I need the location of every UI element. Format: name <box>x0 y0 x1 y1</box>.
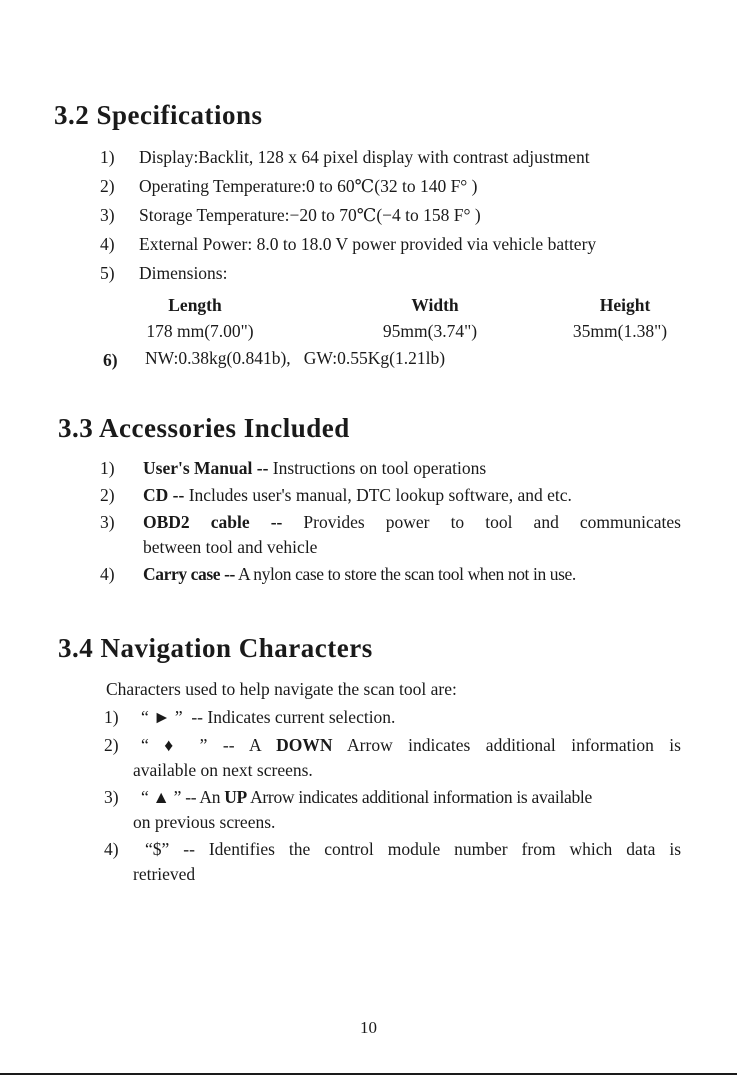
accessory-description: Includes user's manual, DTC lookup software, and etc. <box>184 485 572 505</box>
spec-item-display: Display:Backlit, 128 x 64 pixel display with contrast adjustment <box>139 147 590 167</box>
accessory-item-number: 4) <box>100 564 115 584</box>
spec-item-number: 2) <box>100 176 115 196</box>
spec-item-number: 1) <box>100 147 115 167</box>
navigation-description: -- Identifies the control module number from which data is <box>183 839 682 859</box>
accessory-name: CD -- <box>143 485 185 505</box>
navigation-item-number: 2) <box>104 735 119 755</box>
spec-item-operating-temperature: Operating Temperature:0 to 60℃(32 to 140 F° ) <box>139 176 478 196</box>
accessory-item-manual <box>143 457 486 479</box>
dimension-header-height: Height <box>599 295 651 315</box>
accessory-item-cable-continued: between tool and vehicle <box>143 537 318 557</box>
navigation-item-up-arrow-continued: on previous screens. <box>133 812 276 832</box>
spec-item-external-power: External Power: 8.0 to 18.0 V power provided via vehicle battery <box>139 234 597 254</box>
navigation-description: -- Indicates current selection. <box>191 707 396 727</box>
page-number: 10 <box>360 1018 377 1037</box>
right-arrow-icon: “ ► ” <box>141 707 183 727</box>
accessory-item-carry-case <box>143 563 576 585</box>
navigation-description: Arrow indicates additional information is <box>332 735 681 755</box>
navigation-keyword: UP <box>224 787 247 807</box>
spec-item-number: 5) <box>100 263 115 283</box>
accessory-name: OBD2 cable -- <box>143 512 283 532</box>
navigation-item-current-selection <box>141 706 395 728</box>
spec-item-dimensions: Dimensions: <box>139 263 228 283</box>
accessory-description: Provides power to tool and communicates <box>282 512 681 532</box>
accessory-item-cable <box>143 511 681 533</box>
accessory-item-number: 1) <box>100 458 115 478</box>
dimension-value-width: 95mm(3.74") <box>382 321 478 341</box>
navigation-item-up-arrow <box>141 786 592 808</box>
accessory-description: Instructions on tool operations <box>268 458 487 478</box>
accessory-name: Carry case -- <box>143 564 235 584</box>
navigation-description-prefix: -- A <box>222 735 277 755</box>
dimensions-table <box>145 294 675 344</box>
up-arrow-icon: “ ▲ ” <box>141 787 182 807</box>
spec-item-storage-temperature: Storage Temperature:−20 to 70℃(−4 to 158 F° ) <box>139 205 481 225</box>
spec-item-weight: NW:0.38kg(0.841b), GW:0.55Kg(1.21lb) <box>145 348 446 368</box>
navigation-intro: Characters used to help navigate the scan tool are: <box>106 679 457 699</box>
accessory-name: User's Manual -- <box>143 458 269 478</box>
navigation-item-down-arrow-continued: available on next screens. <box>133 760 313 780</box>
navigation-item-down-arrow <box>141 734 681 756</box>
navigation-item-number: 4) <box>104 839 119 859</box>
section-title-accessories: 3.3 Accessories Included <box>58 413 350 443</box>
dimension-value-length: 178 mm(7.00") <box>146 321 254 341</box>
bottom-divider <box>0 1073 737 1075</box>
section-title-specifications: 3.2 Specifications <box>54 100 263 130</box>
section-title-navigation: 3.4 Navigation Characters <box>58 633 373 663</box>
navigation-keyword: DOWN <box>276 735 333 755</box>
navigation-description: Arrow indicates additional information is available <box>246 787 592 807</box>
navigation-item-module-number <box>145 838 681 860</box>
dimension-header-length: Length <box>168 295 222 315</box>
down-arrow-icon: “ ♦ ” <box>141 735 208 755</box>
spec-item-number: 6) <box>103 350 118 370</box>
spec-item-number: 4) <box>100 234 115 254</box>
dimension-value-height: 35mm(1.38") <box>572 321 668 341</box>
navigation-item-number: 3) <box>104 787 119 807</box>
accessory-description: A nylon case to store the scan tool when not in use. <box>234 564 576 584</box>
navigation-item-number: 1) <box>104 707 119 727</box>
accessory-item-number: 2) <box>100 485 115 505</box>
navigation-description-prefix: -- An <box>185 787 225 807</box>
spec-item-number: 3) <box>100 205 115 225</box>
accessory-item-number: 3) <box>100 512 115 532</box>
dollar-sign-icon: “$” <box>145 839 170 859</box>
accessory-item-cd <box>143 484 572 506</box>
navigation-item-module-number-continued: retrieved <box>133 864 196 884</box>
dimension-header-width: Width <box>411 295 459 315</box>
